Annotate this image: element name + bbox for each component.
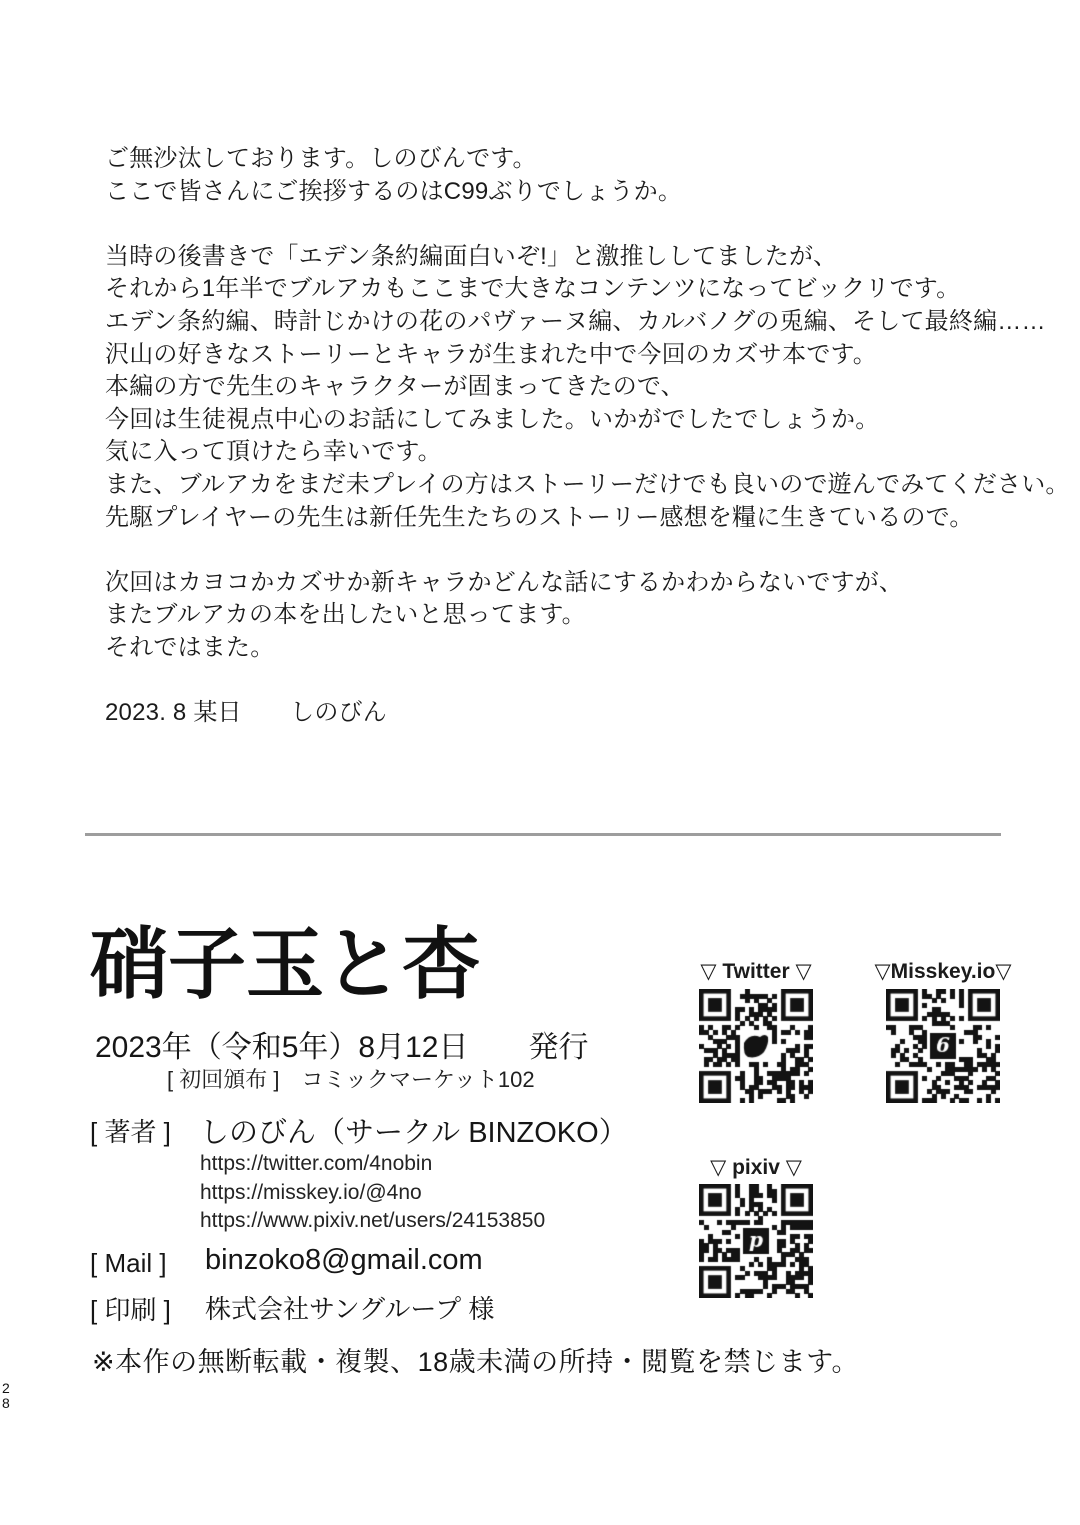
afterword-line: また、ブルアカをまだ未プレイの方はストーリーだけでも良いので遊んでみてください。 (105, 470, 1070, 498)
section-divider (85, 833, 1001, 836)
afterword-line: またブルアカの本を出したいと思ってます。 (105, 601, 586, 629)
mail-label: [ Mail ] (90, 1248, 167, 1278)
printer-label: [ 印刷 ] (90, 1295, 171, 1325)
author-url-list (200, 1150, 545, 1236)
book-title: 硝子玉と杏 (90, 921, 481, 1008)
misskey-qr-label: ▽Misskey.io▽ (874, 960, 1012, 983)
afterword-line: それから1年半でブルアカもここまで大きなコンテンツになってビックリです。 (105, 275, 961, 303)
afterword-line: 沢山の好きなストーリーとキャラが生まれた中で今回のカズサ本です。 (105, 340, 877, 368)
afterword-line: 先駆プレイヤーの先生は新任先生たちのストーリー感想を糧に生きているので。 (105, 503, 974, 531)
misskey-qr-code (886, 989, 1000, 1103)
pixiv-url: https://www.pixiv.net/users/24153850 (200, 1209, 546, 1232)
copyright-disclaimer: ※本作の無断転載・複製、18歳未満の所持・閲覧を禁じます。 (92, 1347, 859, 1377)
afterword-line (105, 665, 1005, 698)
afterword-line: それではまた。 (105, 633, 275, 661)
afterword-line (105, 534, 1005, 567)
afterword-line: 次回はカヨコかカズサか新キャラかどんな話にするかわからないですが、 (105, 568, 904, 596)
twitter-qr-label: ▽ Twitter ▽ (700, 960, 812, 983)
first-distribution-event: [ 初回頒布 ] コミックマーケット102 (167, 1067, 535, 1092)
afterword-line: ここで皆さんにご挨拶するのはC99ぶりでしょうか。 (105, 177, 683, 205)
mail-address: binzoko8@gmail.com (205, 1244, 483, 1276)
page-number: 28 (2, 1380, 10, 1411)
author-name: しのびん（サークル BINZOKO） (200, 1117, 628, 1149)
misskey-url: https://misskey.io/@4no (200, 1180, 422, 1204)
twitter-url: https://twitter.com/4nobin (200, 1152, 433, 1175)
pixiv-qr-label: ▽ pixiv ▽ (710, 1156, 802, 1179)
afterword-line: ご無沙汰しております。しのびんです。 (105, 145, 537, 172)
afterword-line: 当時の後書きで「エデン条約編面白いぞ!」と激推ししてましたが、 (105, 242, 838, 270)
afterword-line: エデン条約編、時計じかけの花のパヴァーヌ編、カルバノグの兎編、そして最終編…… (105, 307, 1046, 335)
author-label: [ 著者 ] (90, 1117, 171, 1147)
afterword-line: 本編の方で先生のキャラクターが固まってきたので、 (105, 373, 685, 401)
twitter-qr-code (699, 989, 813, 1103)
afterword-signature: 2023. 8 某日 しのびん (105, 699, 387, 727)
printer-name: 株式会社サングループ 様 (205, 1294, 495, 1324)
afterword-line (105, 208, 1005, 241)
afterword-line: 今回は生徒視点中心のお話にしてみました。いかがでしたでしょうか。 (105, 405, 880, 433)
pixiv-qr-code (699, 1184, 813, 1298)
publication-date: 2023年（令和5年）8月12日 発行 (95, 1031, 589, 1064)
afterword-text-block (105, 143, 1070, 730)
afterword-line: 気に入って頂けたら幸いです。 (105, 438, 442, 466)
